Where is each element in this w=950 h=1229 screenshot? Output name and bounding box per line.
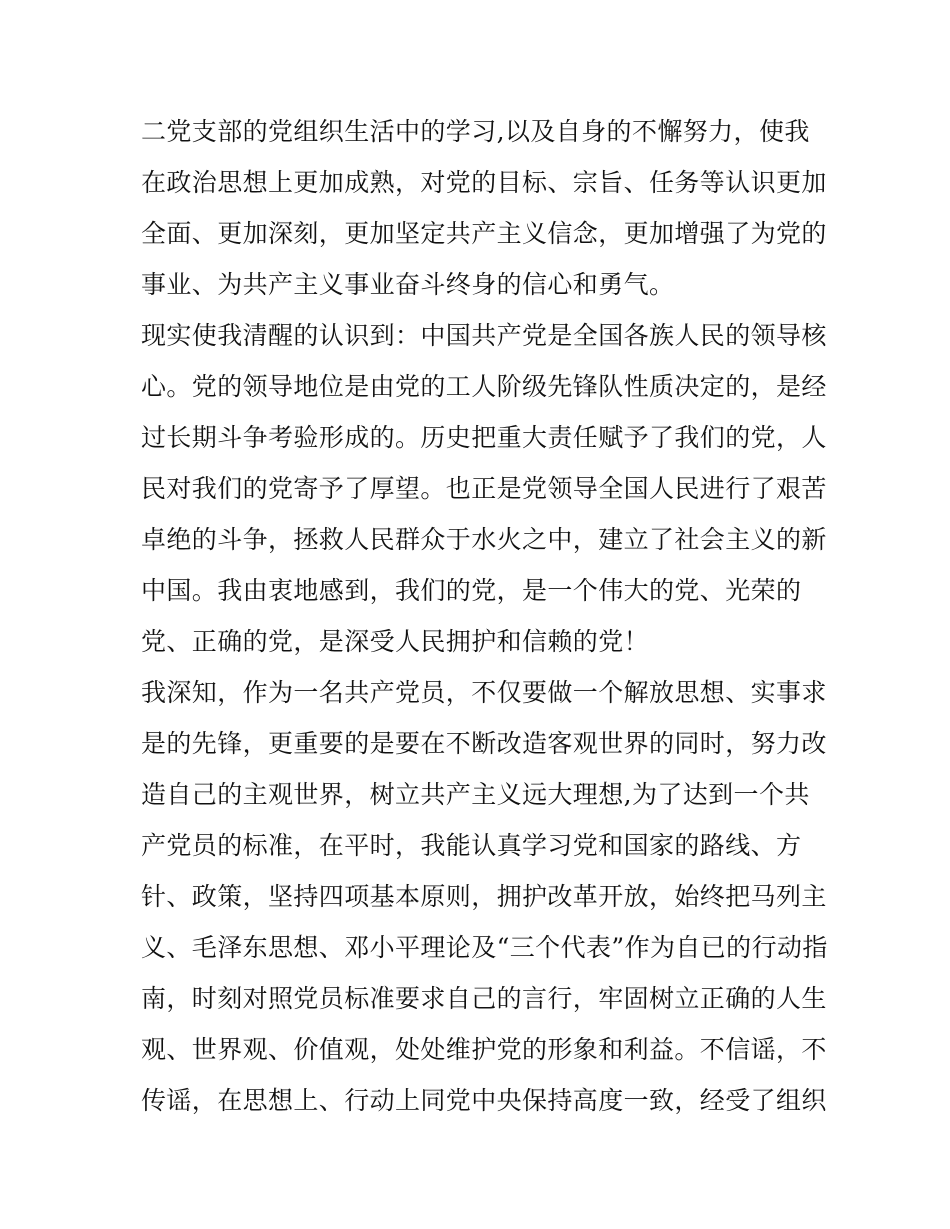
text-line: 针、政策，坚持四项基本原则，拥护改革开放，始终把马列主 bbox=[141, 882, 827, 911]
text-line: 现实使我清醒的认识到：中国共产党是全国各族人民的领导核 bbox=[141, 321, 827, 350]
text-line: 观、世界观、价值观，处处维护党的形象和利益。不信谣，不 bbox=[141, 1035, 827, 1064]
text-line: 二党支部的党组织生活中的学习,以及自身的不懈努力，使我 bbox=[141, 117, 810, 146]
text-line: 南，时刻对照党员标准要求自己的言行，牢固树立正确的人生 bbox=[141, 984, 827, 1013]
text-line: 卓绝的斗争，拯救人民群众于水火之中，建立了社会主义的新 bbox=[141, 525, 827, 554]
text-line: 我深知，作为一名共产党员，不仅要做一个解放思想、实事求 bbox=[141, 678, 827, 707]
text-line: 中国。我由衷地感到，我们的党，是一个伟大的党、光荣的 bbox=[141, 576, 802, 605]
body-text bbox=[141, 106, 831, 1126]
text-line: 全面、更加深刻，更加坚定共产主义信念，更加增强了为党的 bbox=[141, 219, 827, 248]
text-line: 产党员的标准，在平时，我能认真学习党和国家的路线、方 bbox=[141, 831, 802, 860]
text-line: 在政治思想上更加成熟，对党的目标、宗旨、任务等认识更加 bbox=[141, 168, 827, 197]
text-line: 造自己的主观世界，树立共产主义远大理想,为了达到一个共 bbox=[141, 780, 810, 809]
text-line: 民对我们的党寄予了厚望。也正是党领导全国人民进行了艰苦 bbox=[141, 474, 827, 503]
text-line: 过长期斗争考验形成的。历史把重大责任赋予了我们的党，人 bbox=[141, 423, 827, 452]
text-line: 义、毛泽东思想、邓小平理论及“三个代表”作为自已的行动指 bbox=[141, 933, 828, 962]
text-line: 心。党的领导地位是由党的工人阶级先锋队性质决定的，是经 bbox=[141, 372, 827, 401]
text-line: 传谣，在思想上、行动上同党中央保持高度一致，经受了组织 bbox=[141, 1086, 827, 1115]
text-line: 党、正确的党，是深受人民拥护和信赖的党！ bbox=[141, 627, 650, 656]
text-line: 事业、为共产主义事业奋斗终身的信心和勇气。 bbox=[141, 270, 675, 299]
text-line: 是的先锋，更重要的是要在不断改造客观世界的同时，努力改 bbox=[141, 729, 827, 758]
